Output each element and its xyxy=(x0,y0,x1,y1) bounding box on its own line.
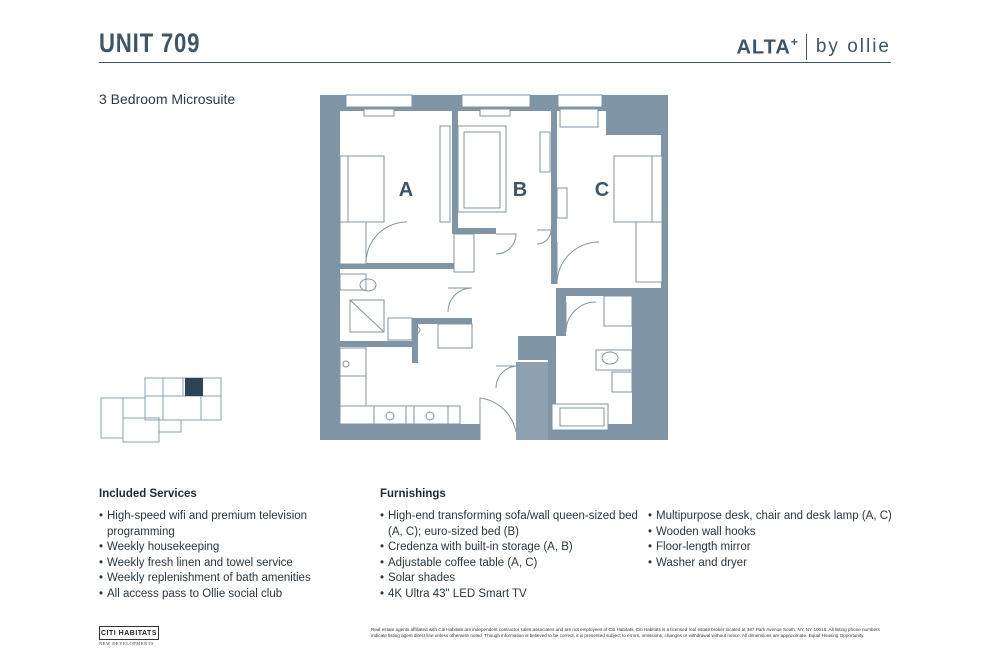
included-services-list xyxy=(99,509,329,602)
list-item: • High-speed wifi and premium television programming xyxy=(99,509,329,540)
brand-by-ollie: by ollie xyxy=(815,36,891,57)
citi-habitats-logo xyxy=(99,626,159,648)
brand-name: ALTA+ xyxy=(736,34,799,59)
list-item: • Solar shades xyxy=(380,571,645,587)
furnishings-heading: Furnishings xyxy=(380,488,446,500)
list-item: • 4K Ultra 43" LED Smart TV xyxy=(380,587,645,603)
list-item: • Washer and dryer xyxy=(648,556,898,572)
list-item: • Credenza with built-in storage (A, B) xyxy=(380,540,645,556)
unit-title: UNIT 709 xyxy=(99,28,201,58)
key-plan xyxy=(97,374,225,446)
logo-subtext: NEW DEVELOPMENTS xyxy=(99,641,155,646)
list-item: • All access pass to Ollie social club xyxy=(99,587,329,603)
list-item: • Adjustable coffee table (A, C) xyxy=(380,556,645,572)
list-item: • Weekly housekeeping xyxy=(99,540,329,556)
furnishings-list-column-1 xyxy=(380,509,645,602)
logo-text: CITI HABITATS xyxy=(99,626,159,640)
list-item: • Floor-length mirror xyxy=(648,540,898,556)
unit-type-subtitle: 3 Bedroom Microsuite xyxy=(99,91,236,107)
room-label-a: A xyxy=(398,179,414,201)
list-item: • High-end transforming sofa/wall queen-sized bed (A, C); euro-sized bed (B) xyxy=(380,509,645,540)
header-divider xyxy=(99,62,891,63)
key-plan-unit-highlight xyxy=(185,378,203,396)
brand-separator xyxy=(806,34,807,60)
list-item: • Weekly fresh linen and towel service xyxy=(99,556,329,572)
floor-plan xyxy=(320,92,670,440)
included-services-heading: Included Services xyxy=(99,488,197,500)
room-label-b: B xyxy=(512,179,528,201)
list-item: • Wooden wall hooks xyxy=(648,525,898,541)
list-item: • Weekly replenishment of bath amenities xyxy=(99,571,329,587)
furnishings-list-column-2 xyxy=(648,509,898,571)
furniture xyxy=(340,126,662,430)
legal-disclaimer: Real estate agents affiliated with Citi Habitats are independent contractor sales associates and are not employees of Citi Habitats. Citi Habitats is a licensed real estate broker located at 387 Park Avenue South, NY, NY 10016. All listing phone numbers indicate listing agent direct line unless otherwise noted. Though information is believed to be correct, it is presented subject to errors, omissions, changes or withdrawal without notice. All dimensions are approximate. Equal Housing Opportunity. xyxy=(371,627,880,638)
room-label-c: C xyxy=(594,179,610,201)
brand-logo xyxy=(736,34,891,60)
list-item: • Multipurpose desk, chair and desk lamp (A, C) xyxy=(648,509,898,525)
